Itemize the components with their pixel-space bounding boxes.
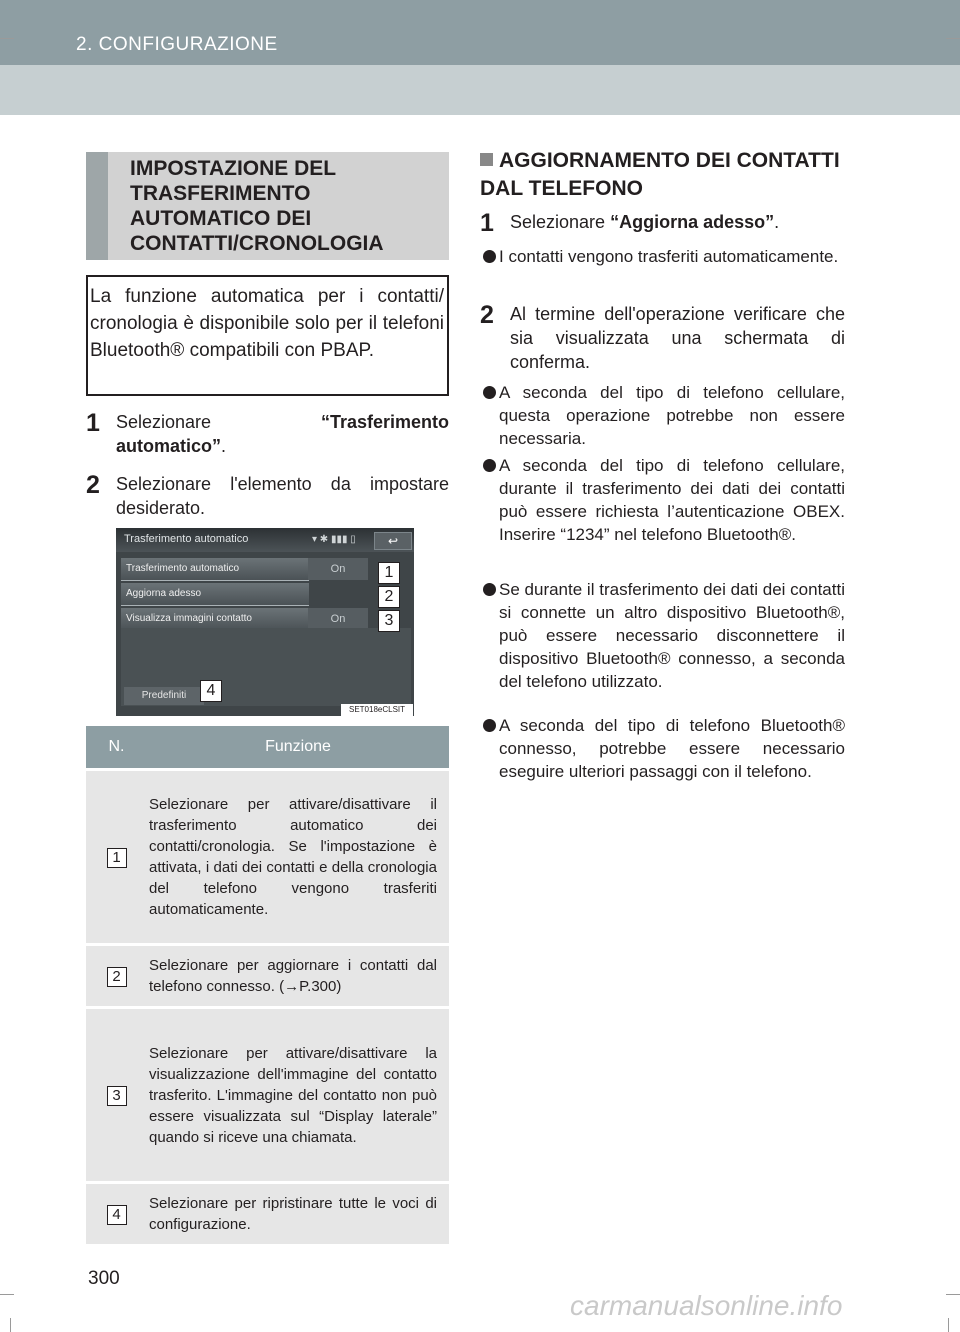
crop-mark	[0, 38, 14, 39]
right-step-2	[480, 302, 845, 374]
square-bullet-icon	[480, 153, 493, 166]
show-images-status[interactable]: On	[308, 608, 368, 630]
right-heading-text: AGGIORNAMENTO DEI CONTATTI DAL TELEFONO	[480, 149, 840, 200]
row-number: 1	[107, 848, 127, 868]
right-step-1-number: 1	[480, 209, 494, 237]
right-step-1	[480, 209, 845, 237]
crop-mark	[946, 38, 960, 39]
header-subband	[0, 65, 960, 115]
step-1-prefix: Selezionare	[116, 412, 321, 432]
right-step-1-text	[510, 210, 845, 234]
step-2-number: 2	[86, 471, 100, 499]
right-bullet-2-text: A seconda del tipo di telefono cellulare, questa operazione potrebbe non essere necessaria.	[499, 383, 845, 448]
table-header-row	[86, 726, 449, 768]
step-2-text: Selezionare l'elemento da impostare desiderato.	[116, 474, 449, 518]
step-1-suffix: .	[221, 436, 227, 456]
callout-3: 3	[378, 610, 400, 632]
screen-title: Trasferimento automatico	[124, 533, 249, 545]
right-bullet-4-text: Se durante il trasferimento dei dati dei contatti si connette un altro dispositivo Bluetooth®, può essere necessario disconnettere il dispositivo Bluetooth® connesso, a seconda del telefono utilizzato.	[499, 580, 845, 691]
bullet-dot-icon	[483, 459, 496, 472]
right-step-1-suffix: .	[774, 212, 780, 232]
right-bullet-3	[483, 454, 845, 546]
step-1	[86, 410, 449, 458]
row-number: 2	[107, 967, 127, 987]
callout-4: 4	[200, 680, 222, 702]
crop-mark	[946, 1294, 960, 1295]
right-bullet-4	[483, 578, 845, 693]
auto-transfer-status[interactable]: On	[308, 558, 368, 580]
crop-mark	[0, 1294, 14, 1295]
table-row	[86, 1184, 449, 1244]
bullet-dot-icon	[483, 583, 496, 596]
bullet-dot-icon	[483, 719, 496, 732]
right-step-1-prefix: Selezionare	[510, 212, 611, 232]
step-1-text	[116, 410, 449, 458]
section-title: IMPOSTAZIONE DEL TRASFERIMENTO AUTOMATICO DEI CONTATTI/CRONOLOGIA	[130, 157, 384, 255]
bullet-dot-icon	[483, 386, 496, 399]
step-2	[86, 472, 449, 520]
image-code: SET018eCLSIT	[341, 704, 413, 716]
row-description: Selezionare per attivare/disattivare la visualizzazione dell'immagine del contatto trasferito. L'immagine del contatto non può essere visualizzata sul “Display laterale” quando si riceve una chiamata.	[147, 1009, 449, 1181]
row-update-now[interactable]	[121, 583, 309, 606]
watermark: carmanualsonline.info	[570, 1290, 843, 1321]
table-header-num: N.	[86, 726, 147, 768]
chapter-title: 2. CONFIGURAZIONE	[76, 34, 278, 55]
back-button[interactable]: ↩	[374, 532, 412, 550]
default-button[interactable]: Predefiniti	[124, 687, 204, 705]
row-update-now-label: Aggiorna adesso	[126, 588, 202, 599]
row-number: 4	[107, 1205, 127, 1225]
row-number: 3	[107, 1086, 127, 1106]
right-bullet-3-text: A seconda del tipo di telefono cellulare, durante il trasferimento dei dati dei contatti può essere richiesta l’autenticazione OBEX. Inserire “1234” nel telefono Bluetooth®.	[499, 456, 845, 544]
callout-1: 1	[378, 562, 400, 584]
right-bullet-2	[483, 381, 845, 450]
table-header-function: Funzione	[147, 726, 449, 768]
callout-2: 2	[378, 586, 400, 608]
crop-mark	[10, 1318, 11, 1332]
right-step-2-number: 2	[480, 301, 494, 329]
right-bullet-5-text: A seconda del tipo di telefono Bluetooth® connesso, potrebbe essere necessario eseguire ulteriori passaggi con il telefono.	[499, 716, 845, 781]
step-1-bold: “Trasferimento automatico”	[116, 412, 449, 456]
settings-screenshot	[116, 528, 414, 716]
right-step-1-bold: “Aggiorna adesso”	[610, 212, 775, 232]
page-number: 300	[88, 1268, 120, 1289]
right-heading	[480, 147, 845, 203]
info-text: La funzione automatica per i contatti/ cronologia è disponibile solo per il telefoni Bluetooth® compatibili con PBAP.	[90, 286, 444, 361]
table-row	[86, 771, 449, 943]
right-step-2-text: Al termine dell'operazione verificare che sia visualizzata una schermata di conferma.	[510, 304, 845, 372]
row-description: Selezionare per ripristinare tutte le voci di configurazione.	[147, 1184, 449, 1244]
row-description: Selezionare per aggiornare i contatti dal telefono connesso. (→P.300)	[147, 946, 449, 1006]
right-bullet-5	[483, 714, 845, 783]
row-show-images-label: Visualizza immagini contatto	[126, 613, 252, 624]
bullet-dot-icon	[483, 250, 496, 263]
crop-mark	[948, 1318, 949, 1332]
function-table	[86, 726, 449, 1244]
row-auto-transfer-label: Trasferimento automatico	[126, 563, 240, 574]
row-description: Selezionare per attivare/disattivare il trasferimento automatico dei contatti/cronologia. Se l'impostazione è attivata, i dati dei contatti e della cronologia del telefono vengono trasferiti automaticamente.	[147, 771, 449, 943]
step-1-number: 1	[86, 409, 100, 437]
section-title-bar	[86, 152, 108, 260]
table-row	[86, 946, 449, 1006]
table-row	[86, 1009, 449, 1181]
right-bullet-1-text: I contatti vengono trasferiti automaticamente.	[499, 247, 839, 266]
right-bullet-1	[483, 245, 845, 268]
status-icons: ▾ ✱ ▮▮▮ ▯	[312, 534, 356, 545]
row-auto-transfer[interactable]	[121, 558, 309, 581]
